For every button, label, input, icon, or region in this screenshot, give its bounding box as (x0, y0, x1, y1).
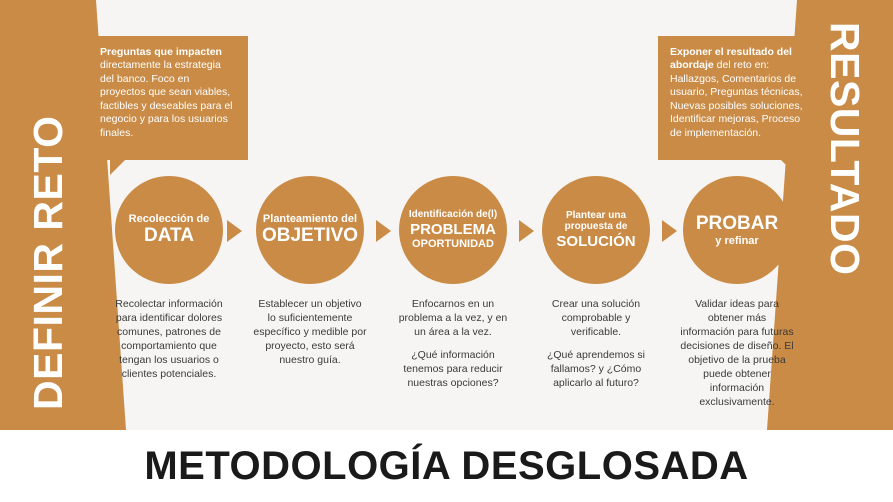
slide-title: METODOLOGÍA DESGLOSADA (144, 443, 749, 488)
step-solucion-desc-p1: Crear una solución comprobable y verificable. (551, 298, 641, 338)
step-problema-circle[interactable] (399, 176, 507, 284)
step-objetivo-circle[interactable] (256, 176, 364, 284)
step-objetivo-description (251, 298, 369, 368)
arrow-2-icon (376, 220, 391, 242)
step-data (110, 176, 228, 382)
step-probar-desc-p1: Validar ideas para obtener más información para futuras decisiones de diseño. El objetivo de la prueba puede obtener información exclusivamente. (680, 298, 794, 408)
step-probar-description (678, 298, 796, 410)
callout-left-bold: Preguntas que impacten (100, 46, 222, 58)
step-objetivo-desc-p1: Establecer un objetivo lo suficientemente específico y medible por proyecto, esto será nuestro guía. (253, 298, 367, 366)
step-probar-title-line3: y refinar (715, 234, 759, 247)
step-solucion-title-line2: SOLUCIÓN (556, 232, 636, 250)
step-problema (394, 176, 512, 391)
step-solucion-desc-p2: ¿Qué aprendemos si fallamos? y ¿Cómo aplicarlo al futuro? (546, 348, 646, 389)
arrow-4-icon (662, 220, 677, 242)
step-problema-desc-p1: Enfocarnos en un problema a la vez, y en un área a la vez. (398, 298, 508, 338)
step-solucion (537, 176, 655, 391)
step-problema-title-line3: OPORTUNIDAD (412, 238, 494, 251)
step-problema-desc-p2: ¿Qué información tenemos para reducir nuestras opciones? (403, 348, 503, 389)
right-phase-label: RESULTADO (822, 22, 868, 276)
callout-resultado (658, 36, 818, 160)
step-problema-description (394, 298, 512, 391)
callout-left-tail (110, 159, 126, 175)
arrow-1-icon (227, 220, 242, 242)
callout-right-tail (780, 159, 796, 175)
step-data-description (110, 298, 228, 382)
step-data-title-line1: Recolección de (128, 212, 210, 225)
step-probar-title-line2: PROBAR (695, 213, 779, 234)
callout-right-bold: Exponer el resultado del abordaje (670, 46, 792, 72)
step-objetivo (251, 176, 369, 368)
callout-definir-reto (88, 36, 248, 160)
step-data-desc-p1: Recolectar información para identificar dolores comunes, patrones de comportamiento que tengan los usuarios o clientes potenciales. (115, 298, 223, 380)
step-objetivo-title-line1: Planteamiento del (262, 212, 358, 225)
step-objetivo-title-line2: OBJETIVO (261, 225, 359, 247)
step-solucion-title-line1: Plantear una propuesta de (564, 209, 628, 233)
left-phase-label: DEFINIR RETO (25, 115, 71, 410)
arrow-3-icon (519, 220, 534, 242)
step-data-circle[interactable] (115, 176, 223, 284)
step-solucion-circle[interactable] (542, 176, 650, 284)
step-data-title-line2: DATA (144, 225, 194, 247)
callout-left-text: directamente la estrategia del banco. Foco en proyectos que sean viables, factibles y deseables para el negocio y para los usuarios finales. (100, 59, 233, 139)
step-solucion-description (537, 298, 655, 391)
callout-right-text: del reto en: Hallazgos, Comentarios de usuario, Preguntas técnicas, Nuevas posibles soluciones, Identificar mejoras, Proceso de implementación. (670, 59, 803, 139)
step-probar-circle[interactable] (683, 176, 791, 284)
step-problema-title-line2: PROBLEMA (410, 220, 496, 238)
step-problema-title-line1: Identificación de(l) (408, 209, 498, 221)
step-probar (678, 176, 796, 410)
left-phase-band (0, 0, 96, 430)
